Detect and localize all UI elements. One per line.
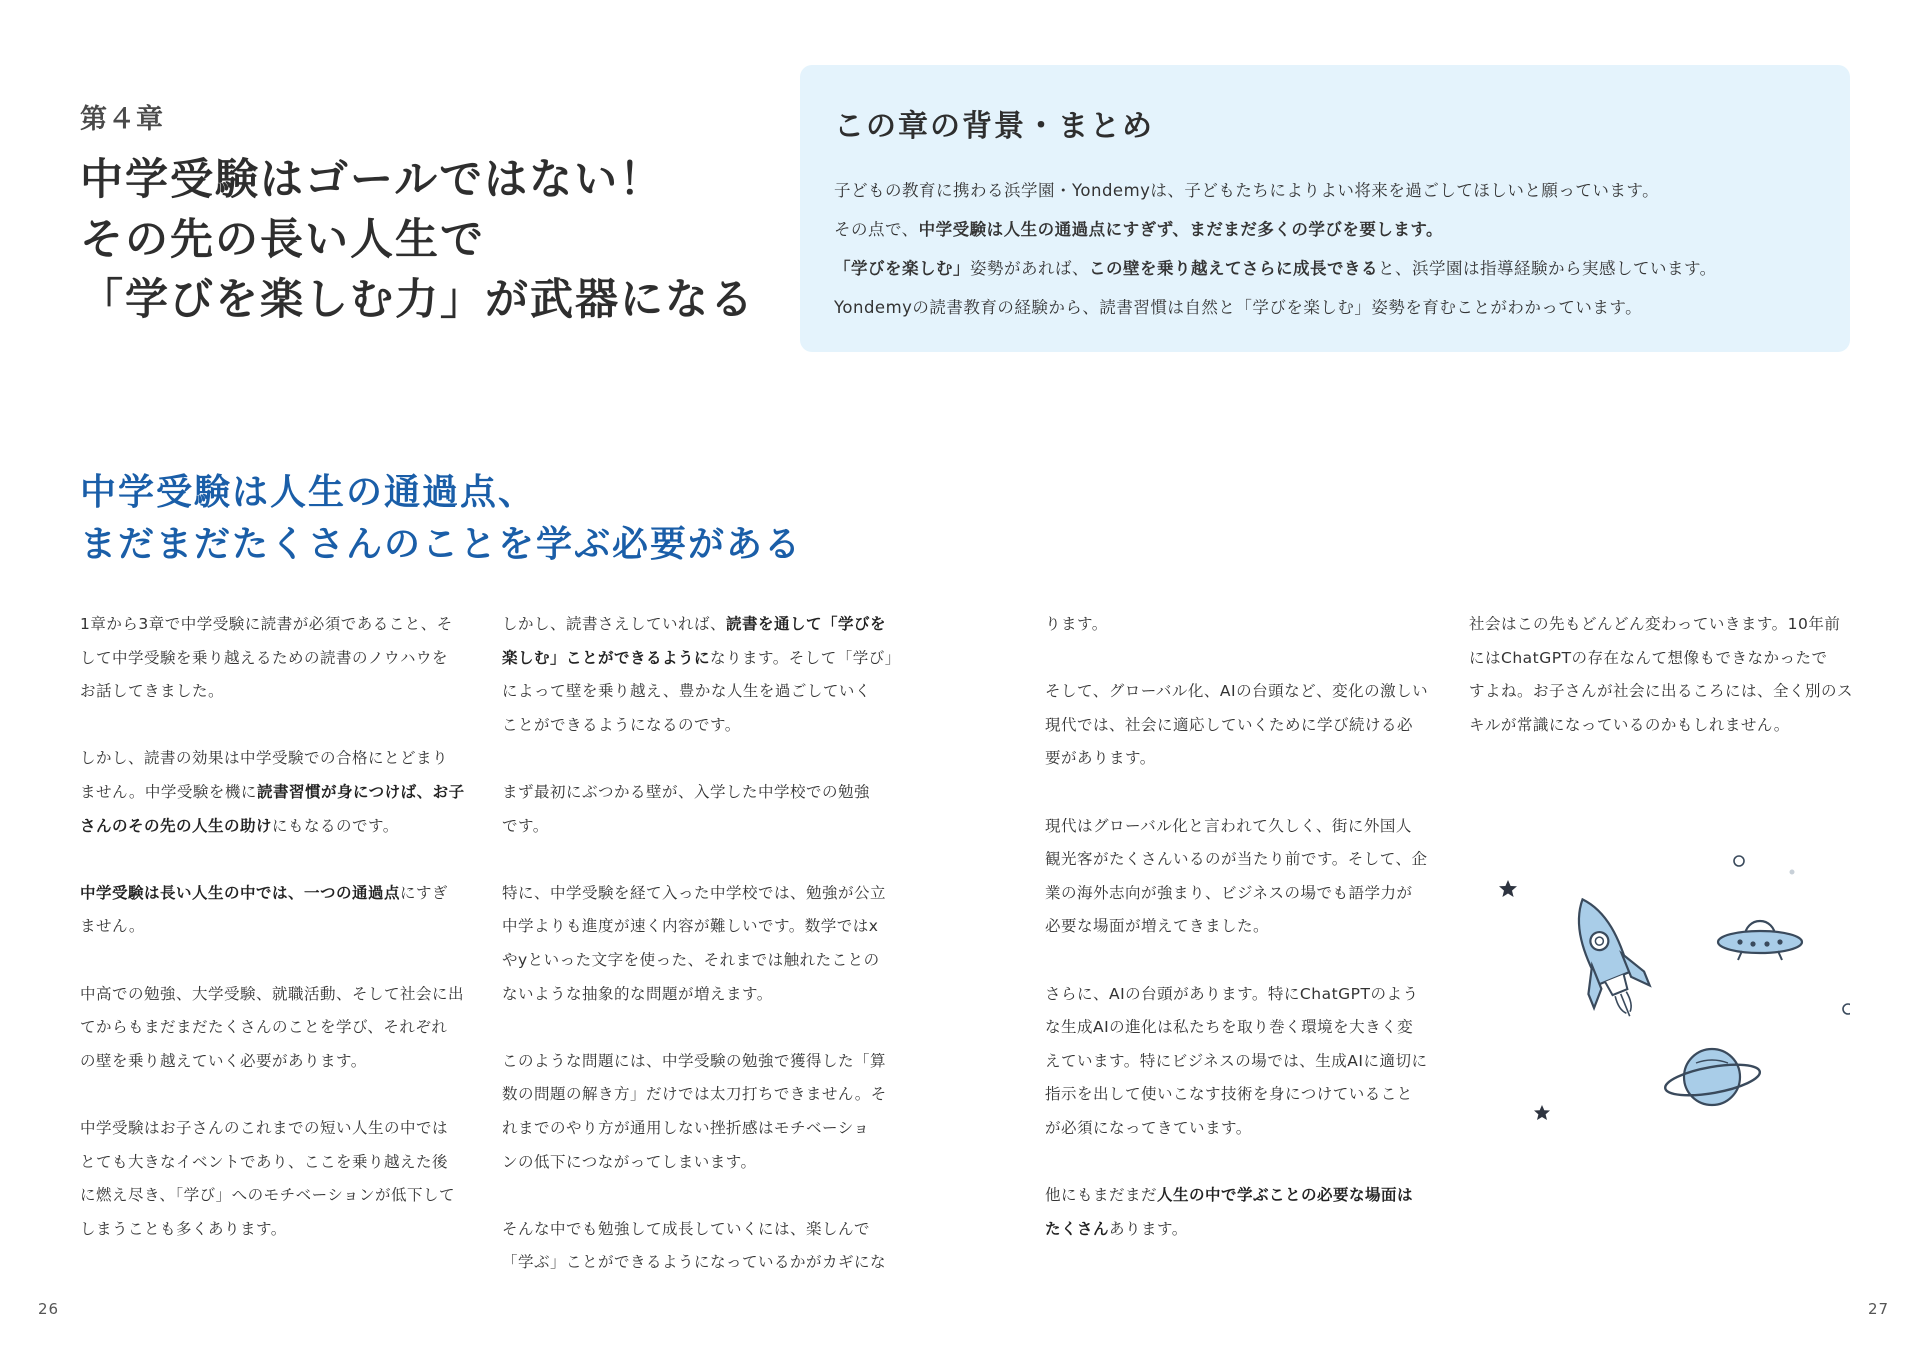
text-run: その点で、 (834, 220, 919, 239)
rocket-icon (1555, 888, 1658, 1027)
ufo-icon (1718, 921, 1802, 960)
text-line (80, 978, 475, 1012)
text-run: Yondemyの読書教育の経験から、読書習慣は自然と「学びを楽しむ」姿勢を育むことがわかっています。 (834, 298, 1643, 317)
chapter-title-line: その先の長い人生で (80, 215, 485, 265)
text-run: によって壁を乗り越え、豊かな人生を過ごしていく (502, 682, 871, 701)
emphasis-text: 読書習慣が身につけば、お子 (256, 782, 465, 801)
text-run: えています。特にビジネスの場では、生成AIに適切に (1045, 1051, 1428, 1070)
chapter-title-line: 「学びを楽しむ力」が武器になる (80, 275, 755, 325)
text-run: ません。 (80, 917, 145, 936)
text-run: てからもまだまだたくさんのことを学び、それぞれ (80, 1018, 448, 1037)
summary-box (800, 65, 1850, 352)
text-line (502, 776, 897, 810)
text-line (1045, 843, 1440, 877)
page-number-right: 27 (1868, 1300, 1890, 1318)
text-line (834, 210, 1816, 249)
text-run: にもなるのです。 (272, 816, 399, 835)
text-run: しかし、読書さえしていれば、 (502, 615, 727, 633)
text-line (502, 1078, 897, 1112)
body-column-3 (1045, 608, 1440, 1246)
text-line (80, 1213, 475, 1247)
text-run: 現代では、社会に適応していくために学び続ける必 (1045, 715, 1414, 734)
text-line (1045, 709, 1440, 743)
text-run: お話してきました。 (80, 682, 225, 701)
text-run: ンの低下につながってしまいます。 (502, 1152, 757, 1171)
text-line (502, 642, 901, 676)
circle-icon (1843, 1004, 1850, 1014)
chapter-title (80, 150, 780, 330)
text-line (1469, 709, 1864, 743)
text-line (1469, 675, 1864, 709)
text-line (502, 877, 897, 911)
text-line (1045, 742, 1440, 776)
text-line (1045, 1112, 1440, 1146)
text-line (80, 675, 475, 709)
text-line (502, 978, 897, 1012)
text-run: にすぎ (400, 883, 449, 902)
text-run: 1章から3章で中学受験に読書が必須であること、そ (80, 615, 453, 633)
text-line (1045, 1078, 1440, 1112)
text-line (80, 910, 475, 944)
text-run: 中学よりも進度が速く内容が難しいです。数学ではx (502, 917, 879, 936)
section-heading-line: 中学受験は人生の通過点、 (80, 472, 537, 513)
emphasis-text: 楽しむ」ことができるように (502, 648, 711, 667)
text-line (1045, 1213, 1440, 1247)
text-line (502, 1213, 897, 1247)
text-line (1045, 1045, 1440, 1079)
space-illustration (1490, 845, 1850, 1135)
text-line (502, 675, 897, 709)
text-line (502, 1045, 897, 1079)
text-run: 社会はこの先もどんどん変わっていきます。10年前 (1469, 615, 1841, 633)
text-line (502, 1246, 897, 1280)
text-run: れまでのやり方が通用しない挫折感はモチベーショ (502, 1118, 870, 1137)
text-run: ります。 (1045, 615, 1108, 633)
body-column-4 (1469, 608, 1864, 742)
body-column-1 (80, 608, 475, 1246)
planet-icon (1663, 1049, 1762, 1105)
text-run: しかし、読書の効果は中学受験での合格にとどまり (80, 749, 449, 768)
text-run: しまうことも多くあります。 (80, 1219, 287, 1238)
text-line (80, 1179, 475, 1213)
text-line (1045, 810, 1440, 844)
text-line (834, 249, 1816, 288)
text-run: このような問題には、中学受験の勉強で獲得した「算 (502, 1051, 887, 1070)
summary-title: この章の背景・まとめ (834, 109, 1154, 144)
paragraph-gap (502, 1011, 897, 1045)
text-run: と、浜学園は指導経験から実感しています。 (1378, 259, 1717, 278)
paragraph-gap (1045, 944, 1440, 978)
text-run: キルが常識になっているのかもしれません。 (1469, 715, 1790, 734)
section-heading (80, 467, 802, 571)
text-run: ません。中学受験を機に (80, 782, 257, 801)
emphasis-text: たくさん (1045, 1219, 1110, 1238)
text-run: ないような抽象的な問題が増えます。 (502, 984, 773, 1003)
text-line (1045, 877, 1440, 911)
text-line (1045, 675, 1440, 709)
text-line (502, 944, 897, 978)
emphasis-text: 中学受験は人生の通過点にすぎず、まだまだ多くの学びを要します。 (918, 220, 1444, 239)
text-line (834, 288, 1816, 327)
text-run: に燃え尽き、「学び」へのモチベーションが低下して (80, 1186, 456, 1205)
text-line (502, 608, 897, 642)
paragraph-gap (1045, 776, 1440, 810)
text-line (1045, 1179, 1440, 1213)
text-line (1045, 608, 1440, 642)
text-run: 特に、中学受験を経て入った中学校では、勉強が公立 (502, 883, 887, 902)
text-run: 中学受験はお子さんのこれまでの短い人生の中では (80, 1118, 449, 1137)
chapter-title-line: 中学受験はゴールではない！ (80, 155, 665, 205)
text-run: 指示を出して使いこなす技術を身につけていること (1045, 1085, 1413, 1104)
body-column-2 (502, 608, 901, 1280)
text-line (1469, 608, 1864, 642)
paragraph-gap (502, 843, 897, 877)
text-line (502, 1112, 897, 1146)
emphasis-text: 「学びを楽しむ」 (834, 259, 970, 278)
paragraph-gap (1045, 642, 1440, 676)
paragraph-gap (502, 1179, 897, 1213)
text-run: 姿勢があれば、 (970, 259, 1089, 278)
emphasis-text: 中学受験は長い人生の中では、一つの通過点 (80, 883, 401, 902)
text-line (80, 877, 475, 911)
text-line (502, 810, 897, 844)
text-run: 数の問題の解き方」だけでは太刀打ちできません。そ (502, 1085, 887, 1104)
paragraph-gap (80, 709, 475, 743)
text-run: そして、グローバル化、AIの台頭など、変化の激しい (1045, 682, 1429, 701)
text-run: なります。そして「学び」 (710, 648, 901, 667)
text-line (80, 1112, 475, 1146)
paragraph-gap (1045, 1146, 1440, 1180)
text-line (80, 742, 475, 776)
text-line (834, 171, 1816, 210)
paragraph-gap (80, 843, 475, 877)
text-run: が必須になってきています。 (1045, 1118, 1252, 1137)
text-line (80, 1011, 475, 1045)
text-line (1045, 978, 1440, 1012)
paragraph-gap (80, 944, 475, 978)
text-run: さらに、AIの台頭があります。特にChatGPTのよう (1045, 984, 1419, 1003)
star-icon (1534, 1105, 1550, 1120)
text-run: 業の海外志向が強まり、ビジネスの場でも語学力が (1045, 883, 1413, 902)
text-run: な生成AIの進化は私たちを取り巻く環境を大きく変 (1045, 1018, 1414, 1037)
text-run: 現代はグローバル化と言われて久しく、街に外国人 (1045, 816, 1412, 835)
text-run: 必要な場面が増えてきました。 (1045, 917, 1270, 936)
summary-body (834, 171, 1816, 327)
text-line (502, 709, 897, 743)
text-run: 他にもまだまだ (1045, 1186, 1158, 1205)
text-run: あります。 (1109, 1219, 1188, 1238)
paragraph-gap (80, 1078, 475, 1112)
text-line (1045, 1011, 1440, 1045)
text-run: ことができるようになるのです。 (502, 715, 741, 734)
emphasis-text: 読書を通して「学びを (726, 615, 887, 633)
text-line (80, 608, 475, 642)
text-line (80, 1146, 475, 1180)
text-line (80, 642, 475, 676)
text-run: 要があります。 (1045, 749, 1156, 768)
emphasis-text: この壁を乗り越えてさらに成長できる (1089, 259, 1378, 278)
text-line (80, 810, 475, 844)
text-run: です。 (502, 816, 549, 835)
circle-icon (1790, 870, 1795, 875)
text-run: 中高での勉強、大学受験、就職活動、そして社会に出 (80, 984, 465, 1003)
text-run: 観光客がたくさんいるのが当たり前です。そして、企 (1045, 850, 1428, 869)
text-run: の壁を乗り越えていく必要があります。 (80, 1051, 367, 1070)
text-line (502, 1146, 897, 1180)
text-run: まず最初にぶつかる壁が、入学した中学校での勉強 (502, 782, 871, 801)
text-run: とても大きなイベントであり、ここを乗り越えた後 (80, 1152, 449, 1171)
star-icon (1499, 880, 1517, 897)
text-run: して中学受験を乗り越えるための読書のノウハウを (80, 648, 449, 667)
page-number-left: 26 (38, 1300, 60, 1318)
text-run: 「学ぶ」ことができるようになっているかがカギにな (502, 1253, 887, 1272)
circle-icon (1734, 856, 1744, 866)
section-heading-line: まだまだたくさんのことを学ぶ必要がある (80, 524, 803, 565)
emphasis-text: さんのその先の人生の助け (80, 816, 273, 835)
emphasis-text: 人生の中で学ぶことの必要な場面は (1157, 1186, 1414, 1205)
text-line (502, 910, 897, 944)
text-run: 子どもの教育に携わる浜学園・Yondemyは、子どもたちによりよい将来を過ごしてほしいと願っています。 (834, 181, 1660, 200)
text-line (1469, 642, 1864, 676)
text-run: そんな中でも勉強して成長していくには、楽しんで (502, 1219, 871, 1238)
text-run: やyといった文字を使った、それまでは触れたことの (502, 950, 880, 969)
text-line (80, 1045, 475, 1079)
text-run: すよね。お子さんが社会に出るころには、全く別のス (1469, 682, 1854, 701)
paragraph-gap (502, 742, 897, 776)
text-line (1045, 910, 1440, 944)
text-line (80, 776, 475, 810)
chapter-label: 第４章 (80, 104, 164, 135)
text-run: にはChatGPTの存在なんて想像もできなかったで (1469, 648, 1828, 667)
